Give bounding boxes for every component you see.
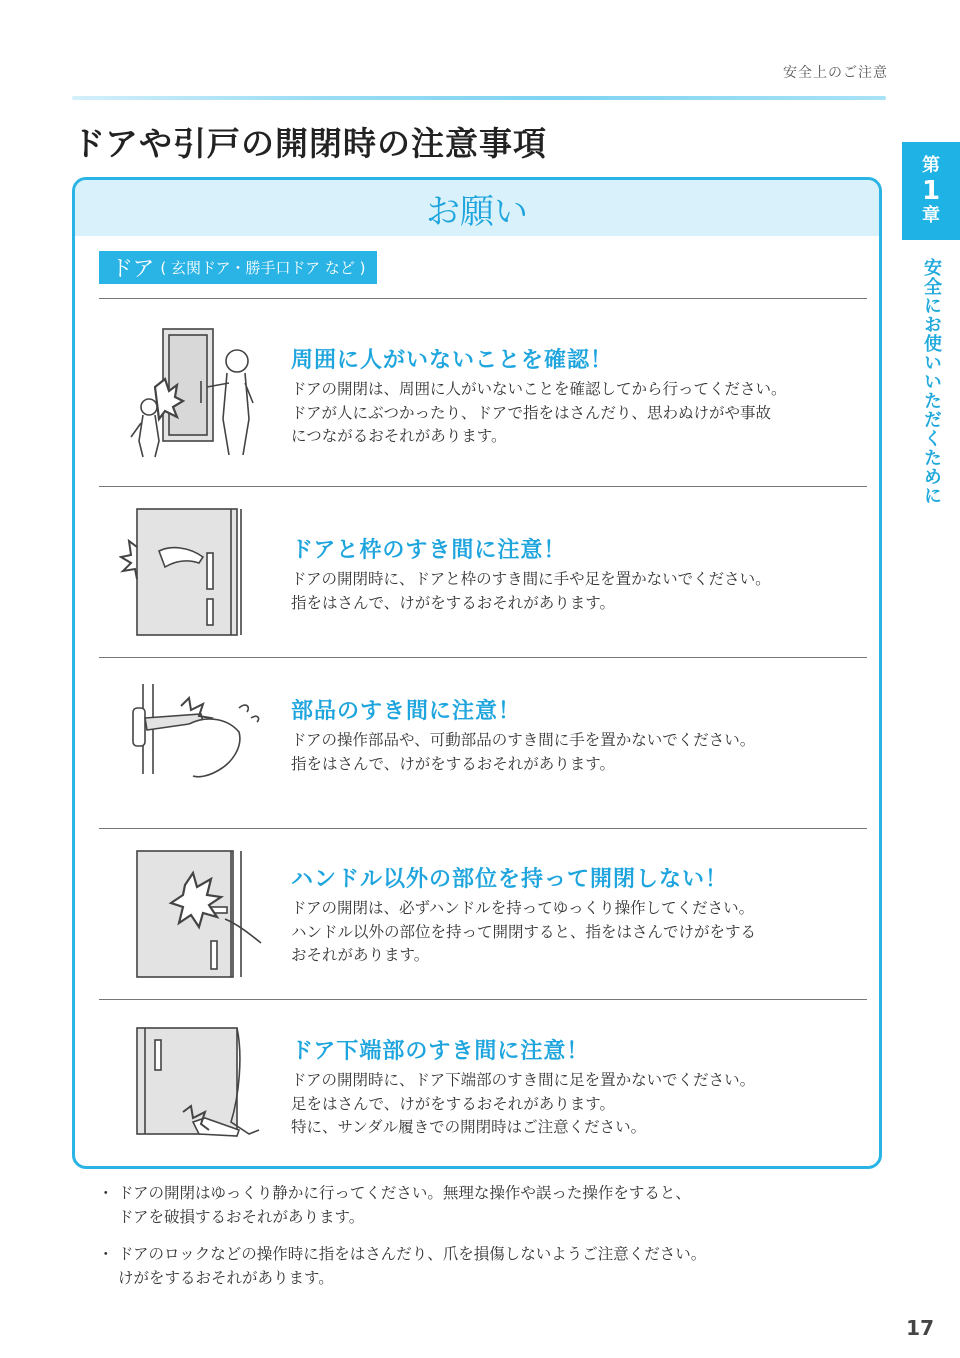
notice-item-line: おそれがあります。 — [291, 946, 430, 964]
notice-item-title: 周囲に人がいないことを確認！ — [291, 348, 614, 373]
hand-handle-parts-illustration — [119, 684, 269, 796]
door-category-main: ドア — [111, 257, 155, 282]
notice-item-frame-gap — [99, 486, 867, 658]
chapter-tab — [902, 142, 960, 240]
notice-item-surroundings — [99, 298, 867, 487]
notice-item-text — [291, 533, 867, 615]
door-category-tag — [99, 251, 377, 284]
bullet-note-line: ドアの開閉はゆっくり静かに行ってください。無理な操作や誤った操作をすると、 — [118, 1184, 691, 1202]
chapter-tab-line1: 第 — [922, 155, 940, 176]
header-section-label: 安全上のご注意 — [783, 65, 888, 81]
notice-item-bottom-gap — [99, 999, 867, 1169]
notice-item-parts-gap — [99, 657, 867, 829]
notice-heading: お願い — [75, 180, 879, 236]
notice-item-title: ドアと枠のすき間に注意！ — [291, 538, 567, 563]
notice-item-line: ドアの操作部品や、可動部品のすき間に手を置かないでください。 — [291, 731, 756, 749]
notice-item-handle-only — [99, 828, 867, 1000]
page-title: ドアや引戸の開閉時の注意事項 — [72, 124, 548, 163]
notice-item-line: ドアの開閉は、周囲に人がいないことを確認してから行ってください。 — [291, 380, 787, 398]
notice-item-body — [291, 568, 867, 615]
page-number: 17 — [906, 1316, 934, 1340]
notice-item-body — [291, 897, 867, 968]
notice-item-text — [291, 1034, 867, 1140]
notice-item-body — [291, 729, 867, 776]
bullet-notes — [98, 1182, 858, 1304]
notice-item-line: ドアの開閉時に、ドアと枠のすき間に手や足を置かないでください。 — [291, 570, 771, 588]
chapter-tab-line3: 章 — [922, 205, 940, 226]
header-rule — [72, 96, 886, 100]
notice-item-line: 指をはさんで、けがをするおそれがあります。 — [291, 593, 615, 612]
notice-item-line: につながるおそれがあります。 — [291, 427, 507, 445]
bullet-note-line: ドアのロックなどの操作時に指をはさんだり、爪を損傷しないようご注意ください。 — [118, 1245, 707, 1263]
chapter-tab-number: 1 — [921, 176, 941, 206]
notice-item-line: ハンドル以外の部位を持って開閉すると、指をはさんでけがをする — [291, 922, 757, 941]
notice-item-body — [291, 378, 867, 449]
notice-item-line: 指をはさんで、けがをするおそれがあります。 — [291, 754, 615, 773]
notice-item-title: 部品のすき間に注意！ — [291, 699, 522, 724]
notice-item-text — [291, 694, 867, 776]
foot-door-bottom-illustration — [119, 1026, 269, 1144]
hand-on-door-edge-illustration — [119, 849, 269, 979]
notice-item-text — [291, 343, 867, 449]
notice-item-title: ドア下端部のすき間に注意！ — [291, 1039, 590, 1064]
bullet-note — [98, 1182, 858, 1229]
notice-item-text — [291, 862, 867, 968]
bullet-note — [98, 1243, 858, 1290]
notice-item-line: ドアの開閉時に、ドア下端部のすき間に足を置かないでください。 — [291, 1071, 756, 1089]
notice-item-line: 特に、サンダル履きでの開閉時はご注意ください。 — [291, 1118, 647, 1136]
notice-item-line: ドアが人にぶつかったり、ドアで指をはさんだり、思わぬけがや事故 — [291, 403, 772, 422]
notice-item-title: ハンドル以外の部位を持って開閉しない！ — [291, 867, 729, 892]
door-category-sub: ( 玄関ドア・勝手口ドア など ) — [160, 259, 366, 277]
bullet-note-line: ドアを破損するおそれがあります。 — [118, 1207, 365, 1226]
side-chapter-title: 安全にお使いいただくために — [921, 258, 942, 505]
hand-door-frame-illustration — [119, 507, 269, 637]
notice-item-line: 足をはさんで、けがをするおそれがあります。 — [291, 1094, 615, 1113]
notice-item-body — [291, 1069, 867, 1140]
people-near-door-illustration — [119, 323, 269, 463]
notice-item-line: ドアの開閉は、必ずハンドルを持ってゆっくり操作してください。 — [291, 899, 755, 917]
notice-box — [72, 177, 882, 1169]
bullet-note-line: けがをするおそれがあります。 — [118, 1268, 334, 1287]
